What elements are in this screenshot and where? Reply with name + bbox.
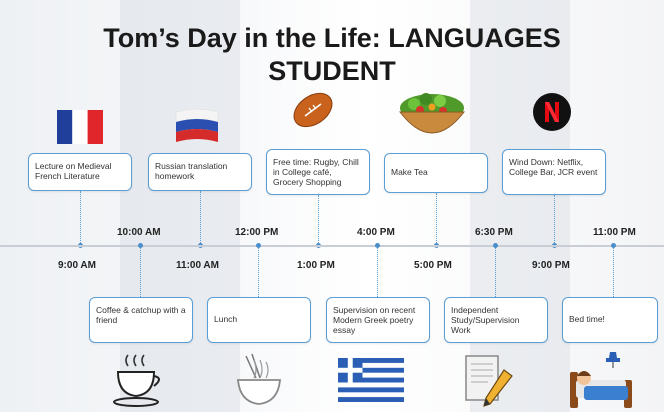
- event-box-top-4: Make Tea: [384, 153, 488, 193]
- event-box-bottom-2: Lunch: [207, 297, 311, 343]
- event-connector: [318, 195, 319, 245]
- title-line-1: Tom’s Day in the Life: LANGUAGES: [103, 23, 561, 53]
- event-box-top-2: Russian translation homework: [148, 153, 252, 191]
- event-connector: [200, 191, 201, 245]
- event-box-top-1: Lecture on Medieval French Literature: [28, 153, 132, 191]
- event-box-bottom-3: Supervision on recent Modern Greek poetry essay: [326, 297, 430, 343]
- event-box-bottom-5: Bed time!: [562, 297, 658, 343]
- event-connector: [80, 191, 81, 245]
- noodle-bowl-icon: [232, 352, 286, 408]
- event-connector: [554, 195, 555, 245]
- timeline-dot: [611, 243, 616, 248]
- time-label: 11:00 AM: [176, 260, 219, 271]
- event-box-top-3: Free time: Rugby, Chill in College café, Grocery Shopping: [266, 149, 370, 195]
- time-label: 5:00 PM: [414, 260, 452, 271]
- event-connector: [613, 247, 614, 297]
- france-flag-icon: [57, 110, 103, 144]
- event-connector: [377, 247, 378, 297]
- netflix-logo-icon: [532, 92, 572, 132]
- event-box-top-5: Wind Down: Netflix, College Bar, JCR event: [502, 149, 606, 195]
- rugby-ball-icon: [288, 88, 338, 132]
- paper-pencil-icon: [460, 352, 516, 410]
- time-label: 12:00 PM: [235, 227, 279, 238]
- salad-bowl-icon: [396, 84, 468, 146]
- timeline-dot: [256, 243, 261, 248]
- timeline-dot: [375, 243, 380, 248]
- event-connector: [495, 247, 496, 297]
- event-connector: [258, 247, 259, 297]
- timeline-dot: [138, 243, 143, 248]
- title-line-2: STUDENT: [268, 56, 396, 86]
- event-connector: [140, 247, 141, 297]
- russia-flag-icon: [174, 108, 220, 144]
- timeline-dot: [493, 243, 498, 248]
- time-label: 4:00 PM: [357, 227, 395, 238]
- time-label: 9:00 PM: [532, 260, 570, 271]
- time-label: 10:00 AM: [117, 227, 161, 238]
- event-box-bottom-1: Coffee & catchup with a friend: [89, 297, 193, 343]
- bed-icon: [568, 346, 634, 410]
- event-box-bottom-4: Independent Study/Supervision Work: [444, 297, 548, 343]
- time-label: 1:00 PM: [297, 260, 335, 271]
- time-label: 11:00 PM: [593, 227, 636, 238]
- event-connector: [436, 193, 437, 245]
- greece-flag-icon: [338, 358, 404, 402]
- time-label: 6:30 PM: [475, 227, 513, 238]
- time-label: 9:00 AM: [58, 260, 96, 271]
- coffee-cup-icon: [110, 352, 166, 408]
- timeline-axis: [0, 245, 664, 247]
